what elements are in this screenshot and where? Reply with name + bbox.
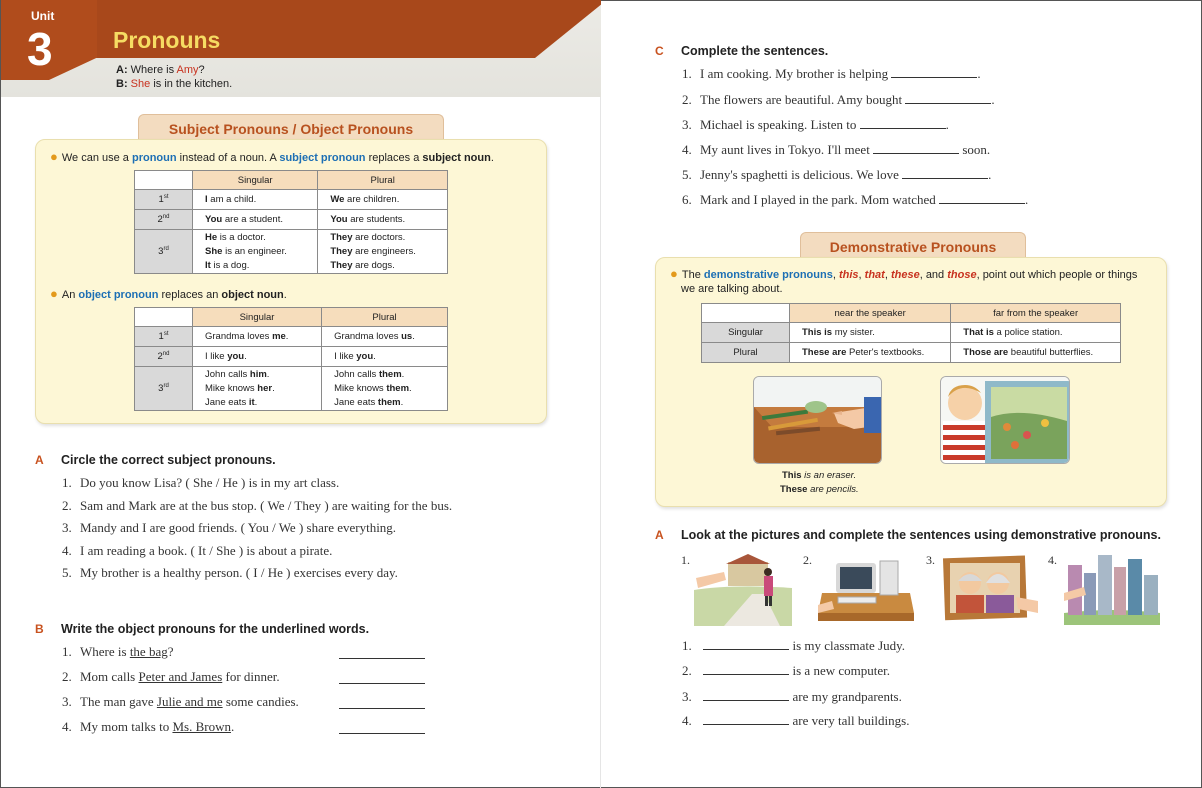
answer-blank[interactable] <box>860 119 946 129</box>
table-row: 1st Grandma loves me. Grandma loves us. <box>135 327 448 347</box>
subject-pronoun-table <box>134 170 448 274</box>
tall-buildings-image <box>1064 553 1160 625</box>
list-item: 3. Michael is speaking. Listen to . <box>682 117 949 132</box>
table-row: 2nd I like you. I like you. <box>135 347 448 367</box>
answer-blank[interactable] <box>905 94 991 104</box>
answer-blank[interactable] <box>902 169 988 179</box>
dialog-line-a <box>116 64 205 76</box>
table-row: 1st I am a child. We are children. <box>135 190 448 210</box>
image-caption-this: This is an eraser. <box>782 470 857 481</box>
table-row: 3rd He is a doctor. She is an engineer. It is a dog. They are doctors. They are engineers. They are dogs. <box>135 230 448 274</box>
list-item: 3. The man gave Julie and me some candies. <box>62 694 299 709</box>
list-item: 6. Mark and I played in the park. Mom watched . <box>682 192 1029 207</box>
answer-blank[interactable] <box>891 68 977 78</box>
column-header: near the speaker <box>790 304 951 323</box>
list-item: 2. Sam and Mark are at the bus stop. ( We / They ) are waiting for the bus. <box>62 498 453 513</box>
dialog-name-amy: Amy <box>176 64 199 76</box>
grammar-tab-demonstrative: Demonstrative Pronouns <box>800 232 1026 260</box>
answer-blank[interactable] <box>939 194 1025 204</box>
answer-blank[interactable] <box>873 144 959 154</box>
object-pronoun-table <box>134 307 448 411</box>
list-item: 2. Mom calls Peter and James for dinner. <box>62 669 280 684</box>
table-row: 3rd John calls him. Mike knows her. Jane eats it. John calls them. Mike knows them. Jane eats them. <box>135 367 448 411</box>
bullet-icon: ● <box>50 286 58 301</box>
list-item: 5. My brother is a healthy person. ( I / He ) exercises every day. <box>62 565 398 580</box>
table-row: Plural These are Peter's textbooks. Those are beautiful butterflies. <box>702 343 1121 363</box>
list-item: 4. I am reading a book. ( It / She ) is about a pirate. <box>62 543 333 558</box>
dialog-speaker-a: A: <box>116 64 128 76</box>
table-row: Singular This is my sister. That is a police station. <box>702 323 1121 343</box>
computer-image <box>818 553 914 625</box>
dialog-speaker-b: B: <box>116 78 128 90</box>
dialog-line-b <box>116 78 232 90</box>
list-item: 1. Where is the bag? <box>62 644 174 659</box>
list-item: 5. Jenny's spaghetti is delicious. We love . <box>682 167 992 182</box>
eraser-pencils-image <box>753 376 882 464</box>
table-row: 2nd You are a student. You are students. <box>135 210 448 230</box>
exercise-c-title: Complete the sentences. <box>681 44 829 58</box>
exercise-b-letter: B <box>35 622 44 636</box>
list-item: 2. The flowers are beautiful. Amy bought . <box>682 92 995 107</box>
column-header: Singular <box>193 308 322 327</box>
exercise-c-letter: C <box>655 44 664 58</box>
column-header: Singular <box>193 171 318 190</box>
bullet-object-rule: ● An object pronoun replaces an object noun. <box>50 286 287 301</box>
column-header: Plural <box>322 308 448 327</box>
list-item: 3. Mandy and I are good friends. ( You / We ) share everything. <box>62 520 397 535</box>
page-title: Pronouns <box>113 27 221 53</box>
exercise-a-letter: A <box>35 453 44 467</box>
exercise-b-title: Write the object pronouns for the underlined words. <box>61 622 370 636</box>
picture-number: 4. <box>1048 553 1057 567</box>
list-item: 1. is my classmate Judy. <box>682 638 906 653</box>
answer-blank[interactable] <box>339 658 425 659</box>
picture-number: 1. <box>681 553 690 567</box>
answer-blank[interactable] <box>339 708 425 709</box>
demonstrative-table <box>701 303 1121 363</box>
boy-butterflies-image <box>940 376 1070 464</box>
list-item: 4. My aunt lives in Tokyo. I'll meet soon. <box>682 142 991 157</box>
bullet-icon: ● <box>50 149 58 164</box>
bullet-demonstrative-rule-cont: we are talking about. <box>681 283 783 295</box>
answer-blank[interactable] <box>703 665 789 675</box>
grammar-tab-subject-object: Subject Pronouns / Object Pronouns <box>138 114 444 142</box>
unit-number: 3 <box>27 23 53 75</box>
dialog-text-b: is in the kitchen. <box>153 78 233 90</box>
list-item: 4. are very tall buildings. <box>682 713 910 728</box>
answer-blank[interactable] <box>703 691 789 701</box>
list-item: 4. My mom talks to Ms. Brown. <box>62 719 235 734</box>
dialog-name-she: She <box>130 78 151 90</box>
image-caption-these: These are pencils. <box>780 484 859 495</box>
answer-blank[interactable] <box>703 715 789 725</box>
list-item: 2. is a new computer. <box>682 663 890 678</box>
list-item: 1. Do you know Lisa? ( She / He ) is in my art class. <box>62 475 340 490</box>
grandparents-photo-image <box>942 555 1038 625</box>
unit-label: Unit <box>31 9 55 23</box>
exercise-a-title: Circle the correct subject pronouns. <box>61 453 276 467</box>
dialog-end-a: ? <box>198 64 205 76</box>
exercise-a2-title: Look at the pictures and complete the sentences using demonstrative pronouns. <box>681 528 1161 542</box>
answer-blank[interactable] <box>703 640 789 650</box>
bullet-subject-rule: ● We can use a pronoun instead of a noun. A subject pronoun replaces a subject noun. <box>50 149 494 164</box>
girl-at-school-image <box>694 554 792 626</box>
picture-number: 3. <box>926 553 935 567</box>
answer-blank[interactable] <box>339 683 425 684</box>
column-header: Plural <box>318 171 448 190</box>
bullet-icon: ● <box>670 266 678 281</box>
list-item: 3. are my grandparents. <box>682 689 902 704</box>
exercise-a2-letter: A <box>655 528 664 542</box>
dialog-text-a: Where is <box>130 64 175 76</box>
answer-blank[interactable] <box>339 733 425 734</box>
page-spine <box>600 0 601 788</box>
picture-number: 2. <box>803 553 812 567</box>
list-item: 1. I am cooking. My brother is helping . <box>682 66 981 81</box>
column-header: far from the speaker <box>951 304 1121 323</box>
bullet-demonstrative-rule: ● The demonstrative pronouns, this, that, these, and those, point out which people or things <box>670 266 1138 281</box>
